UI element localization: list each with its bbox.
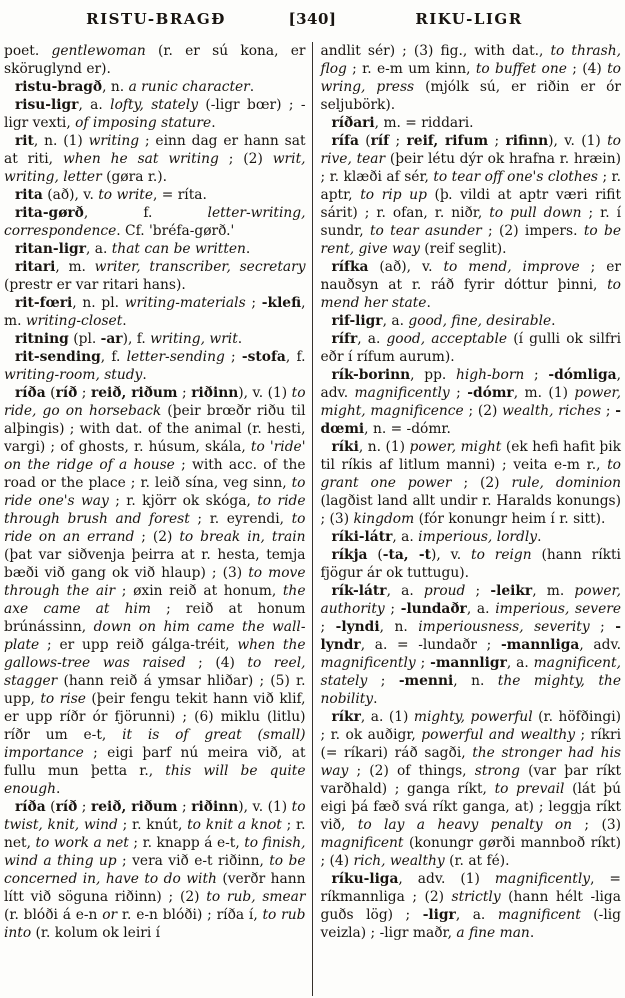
gloss: magnificent — [497, 907, 581, 923]
headword: ríkja — [331, 547, 368, 563]
dictionary-entry — [321, 870, 622, 942]
headword: -lyndi — [335, 619, 380, 635]
gloss: a runic character — [128, 79, 250, 95]
dictionary-entry — [4, 294, 306, 330]
gloss: magnificently — [320, 655, 416, 671]
text-run: (að), v. — [42, 187, 99, 203]
dictionary-entry — [4, 348, 306, 384]
headword: -stofa — [241, 349, 286, 365]
text-run: ( — [358, 133, 371, 149]
headword: reif, rifum — [406, 133, 489, 149]
text-run: andlit sér) ; (3) fig., with dat., — [320, 43, 551, 59]
running-head — [0, 0, 625, 40]
gloss: to break in, train — [179, 529, 306, 545]
text-run: , n. = -dómr. — [364, 421, 451, 437]
text-run: , f. — [285, 349, 306, 365]
text-run: (fór konungr heim í r. sitt). — [414, 511, 606, 527]
gloss: good, fine, desirable — [408, 313, 552, 329]
text-run: , f. — [83, 205, 208, 221]
dictionary-entry — [321, 258, 622, 312]
headword: -klefi — [261, 295, 302, 311]
gloss: to wring, press — [320, 61, 621, 95]
gloss: to rive, tear — [320, 133, 621, 167]
text-run: ; vera við e-t riðinn, — [116, 853, 270, 869]
text-run: ; — [245, 295, 262, 311]
headword: ríð — [55, 385, 78, 401]
dictionary-entry — [4, 240, 306, 258]
text-run: (r. kolum ok leiri í — [31, 925, 161, 941]
text-run: . — [529, 925, 535, 941]
headword: -dœmi — [320, 403, 621, 437]
headword: -ligr — [422, 907, 456, 923]
gloss: it is of great (small) importance — [4, 727, 306, 761]
text-run: ), v. (1) — [238, 385, 292, 401]
text-run: ; — [524, 367, 549, 383]
headword: -ar — [100, 331, 123, 347]
headword: rit-fœri — [15, 295, 73, 311]
text-run: , a. — [455, 907, 498, 923]
right-column — [313, 42, 622, 996]
dictionary-entry — [321, 114, 622, 132]
text-run: ), v. (1) — [548, 133, 608, 149]
headword: rita — [15, 187, 43, 203]
dictionary-entry — [4, 96, 306, 132]
headword: -lundaðr — [400, 601, 467, 617]
gloss: this will be quite enough — [4, 763, 306, 797]
text-run: , a. — [357, 331, 387, 347]
dictionary-entry — [4, 258, 306, 294]
text-run: (reif seglit). — [419, 241, 507, 257]
text-run: , n. (1) — [33, 133, 89, 149]
text-run: , a. (1) — [360, 709, 414, 725]
text-run: ), f. — [122, 331, 151, 347]
gloss: to 'ride' on the ridge of a house — [4, 439, 306, 473]
gloss: powerful and wealthy — [421, 727, 576, 743]
header-right-keyword: RIKU-LIGR — [415, 10, 523, 28]
entry-continuation — [321, 42, 622, 114]
gloss: to prevail — [494, 781, 565, 797]
text-run: (prestr er var ritari hans). — [4, 277, 186, 293]
text-run: (þeir brœðr riðu til alþingis) ; with dat. of the animal (r. hesti, vargi) ; of ghosts, r. húsum, skála, — [4, 403, 306, 455]
gloss: to buffet one — [475, 61, 567, 77]
text-run: , a. — [506, 655, 534, 671]
text-run: (verðr hann lítt við söguna riðinn) ; (2) — [4, 871, 306, 905]
gloss: writing — [88, 133, 140, 149]
gloss: proud — [423, 583, 466, 599]
text-run: (r. höfðingi) ; r. ok auðigr, — [320, 709, 621, 743]
headword: ríð — [55, 799, 78, 815]
text-run: ; r. kjörr ok skóga, — [108, 493, 258, 509]
gloss: the mighty, the nobility — [320, 673, 621, 707]
gloss: to finish, wind a thing up — [4, 835, 306, 869]
gloss: to tear off one's clothes — [433, 169, 598, 185]
gloss: to work a net — [35, 835, 129, 851]
text-run: ; r. í sundr, — [320, 205, 621, 239]
text-run: , n. pl. — [72, 295, 125, 311]
gloss: writ, writing, letter — [4, 151, 306, 185]
text-run: ; — [177, 385, 192, 401]
headword: -mannliga — [500, 637, 580, 653]
gloss: to rip up — [360, 187, 427, 203]
headword: riðinn — [191, 799, 239, 815]
dictionary-entry — [321, 546, 622, 582]
dictionary-entry — [4, 798, 306, 942]
gloss: to move through the air — [4, 565, 306, 599]
gloss: when the gallows-tree was raised — [4, 637, 306, 671]
gloss: writing, writ — [150, 331, 238, 347]
headword: ríða — [15, 799, 46, 815]
text-run: (mjólk sú, er riðin er ór seljubörk). — [320, 79, 621, 113]
text-run: ; r. knapp á e-t, — [128, 835, 245, 851]
text-run: , a. — [78, 97, 111, 113]
gloss: wealth, riches — [502, 403, 602, 419]
headword: ristu-bragð — [15, 79, 103, 95]
headword: rífka — [331, 259, 369, 275]
gloss: to write — [98, 187, 153, 203]
headword: reið, riðum — [90, 385, 178, 401]
text-run: , n. (1) — [358, 439, 410, 455]
text-run: . — [373, 691, 378, 707]
gloss: to mend, improve — [443, 259, 580, 275]
text-run: , a. — [392, 529, 419, 545]
gloss: power, might, magnificence — [320, 385, 621, 419]
gloss: to mend her state — [320, 277, 621, 311]
gloss: to knit a knot — [187, 817, 282, 833]
text-run: (r. at fé). — [444, 853, 510, 869]
headword: reið, riðum — [90, 799, 178, 815]
text-run: , a. = -lundaðr ; — [360, 637, 501, 653]
text-run: (hann ríkti fjögur ár ok tuttugu). — [320, 547, 621, 581]
gloss: to rise — [40, 691, 86, 707]
gloss: to ride, go on horseback — [4, 385, 306, 419]
text-run: , a. — [466, 601, 496, 617]
text-run: (var þar ríkt varðhald) ; ganga ríkt, — [320, 763, 621, 797]
text-run: ; — [449, 385, 468, 401]
text-run: , a. — [85, 241, 112, 257]
text-run: (r. er sú kona, er sköruglynd er). — [4, 43, 306, 77]
text-run: (hann hélt -liga guðs lög) ; — [320, 889, 621, 923]
text-run: ; — [601, 403, 616, 419]
headword: rit — [15, 133, 34, 149]
gloss: to twist, knit, wind — [4, 799, 306, 833]
gloss: of imposing stature — [75, 115, 212, 131]
text-run: (lát þú eigi þá fæð svá ríkt ganga, at) ; leggja ríkt við, — [320, 781, 621, 833]
gloss: letter-writing, correspondence — [4, 205, 306, 239]
headword: ríki — [331, 439, 359, 455]
text-run: , adv. (1) — [398, 871, 495, 887]
gloss: to rub, smear — [206, 889, 306, 905]
gloss: or — [102, 907, 118, 923]
headword: rifinn — [505, 133, 549, 149]
headword: ritari — [15, 259, 56, 275]
text-run: ; (2) — [463, 403, 503, 419]
dictionary-entry — [321, 132, 622, 258]
dictionary-entry — [4, 186, 306, 204]
gloss: the stronger had his way — [320, 745, 621, 779]
dictionary-entry — [321, 366, 622, 438]
text-run: (konungr gørði mannboð ríkt) ; (4) — [320, 835, 621, 869]
headword: -leikr — [490, 583, 533, 599]
gloss: down on him came the wall-plate — [4, 619, 306, 653]
gloss: imperious, severe — [495, 601, 621, 617]
text-run: , pp. — [410, 367, 456, 383]
text-run: , m. (1) — [513, 385, 575, 401]
dictionary-entry — [4, 204, 306, 240]
gloss: rule, dominion — [511, 475, 621, 491]
text-run: . — [551, 313, 556, 329]
gloss: gentlewoman — [51, 43, 146, 59]
text-run: ; (4) — [185, 655, 248, 671]
dictionary-entry — [4, 132, 306, 186]
text-run: poet. — [4, 43, 52, 59]
text-run: (lagðist land allt undir r. Haralds konungs) ; (3) — [320, 493, 621, 527]
gloss: that can be written — [111, 241, 246, 257]
headword: -menni — [398, 673, 454, 689]
text-run: , m. — [4, 295, 306, 329]
gloss: to ride one's way — [4, 475, 306, 509]
text-columns — [0, 40, 625, 996]
text-run: (-lig veizla) ; -ligr maðr, — [320, 907, 621, 941]
text-run: ; er nauðsyn at r. ráð fyrir dóttur þinni, — [320, 259, 621, 293]
gloss: lofty, stately — [110, 97, 198, 113]
text-run: , a. — [386, 583, 424, 599]
text-run: , m. = riddari. — [374, 115, 474, 131]
gloss: to thrash, flog — [320, 43, 621, 77]
text-run: . — [55, 781, 61, 797]
headword: -dómr — [467, 385, 514, 401]
text-run: ), v. (1) — [238, 799, 292, 815]
headword: rík-látr — [331, 583, 387, 599]
text-run: r. e-n blóði) ; ríða í, — [117, 907, 263, 923]
headword: ríða — [15, 385, 46, 401]
dictionary-entry — [321, 582, 622, 708]
gloss: rich, wealthy — [353, 853, 445, 869]
headword: ritning — [15, 331, 69, 347]
text-run: ; — [589, 619, 616, 635]
dictionary-entry — [321, 528, 622, 546]
text-run: ; — [320, 619, 336, 635]
gloss: magnificent, stately — [320, 655, 621, 689]
dictionary-entry — [321, 708, 622, 870]
text-run: , m. — [55, 259, 95, 275]
gloss: imperious, lordly — [418, 529, 538, 545]
gloss: imperiousness, severity — [418, 619, 590, 635]
text-run: ; — [465, 583, 491, 599]
headword: ríðari — [331, 115, 375, 131]
text-run: , n. — [379, 619, 419, 635]
entry-continuation — [4, 42, 306, 78]
text-run: ; (2) — [451, 475, 512, 491]
text-run: (-ligr bœr) ; -ligr vexti, — [4, 97, 306, 131]
gloss: to grant one power — [320, 457, 621, 491]
text-run: (r. blóði á e-n — [4, 907, 103, 923]
headword: rífa — [331, 133, 359, 149]
text-run: ( — [45, 799, 56, 815]
gloss: to tear asunder — [369, 223, 482, 239]
text-run: (gøra r.). — [101, 169, 168, 185]
text-run: , adv. — [579, 637, 621, 653]
text-run: , n. — [453, 673, 498, 689]
text-run: . — [237, 331, 243, 347]
text-run: ; with acc. of the road or the place ; r. leið sína, veg sinn, — [4, 457, 306, 491]
text-run: (í gulli ok silfri eðr í rífum aurum). — [320, 331, 621, 365]
headword: ríku-liga — [331, 871, 399, 887]
gloss: good, acceptable — [386, 331, 508, 347]
text-run: ; (2) impers. — [481, 223, 584, 239]
text-run: (þat var siðvenja þeirra at r. hesta, temja bæði við gang ok við hlaup) ; (3) — [4, 547, 306, 581]
text-run: ; — [488, 133, 506, 149]
text-run: . — [122, 313, 127, 329]
dictionary-entry — [321, 330, 622, 366]
text-run: . — [211, 115, 216, 131]
gloss: writing-materials — [124, 295, 246, 311]
text-run: (ek hefi hafit þik til ríkis af litlum manni) ; veita e-m r., — [320, 439, 621, 473]
gloss: power, authority — [320, 583, 621, 617]
text-run: ; r. aptr, — [320, 169, 622, 203]
text-run: (pl. — [68, 331, 101, 347]
text-run: (þ. vildi at aptr væri rifit sárit) ; r. ofan, r. niðr, — [320, 187, 621, 221]
text-run: , a. — [382, 313, 409, 329]
text-run: . — [249, 79, 255, 95]
headword: -dómliga — [548, 367, 617, 383]
text-run: , = ríta. — [152, 187, 207, 203]
gloss: kingdom — [353, 511, 415, 527]
text-run: ; (2) — [218, 151, 273, 167]
text-run: , m. — [532, 583, 575, 599]
text-run: ; (2) of things, — [348, 763, 475, 779]
text-run: ; r. eyrendi, — [189, 511, 292, 527]
gloss: when he sat writing — [62, 151, 219, 167]
headword: -ta, -t — [382, 547, 431, 563]
text-run: , n. — [102, 79, 129, 95]
headword: ríkr — [331, 709, 361, 725]
text-run: ; r. net, — [4, 817, 306, 851]
text-run: ), v. — [431, 547, 472, 563]
gloss: to be concerned in, have to do with — [4, 853, 306, 887]
text-run: ; r. knút, — [117, 817, 188, 833]
text-run: ; (2) — [134, 529, 180, 545]
text-run: ; ríkri (= ríkari) ráð sagði, — [320, 727, 622, 761]
gloss: magnificent — [320, 835, 404, 851]
gloss: to lay a heavy penalty on — [357, 817, 573, 833]
headword: riðinn — [191, 385, 239, 401]
text-run: ( — [367, 547, 383, 563]
headword: risu-ligr — [15, 97, 79, 113]
headword: ritan-ligr — [15, 241, 86, 257]
text-run: ; — [177, 799, 192, 815]
gloss: strictly — [451, 889, 501, 905]
gloss: writing-closet — [25, 313, 123, 329]
gloss: to be rent, give way — [320, 223, 621, 257]
gloss: mighty, powerful — [413, 709, 533, 725]
headword: -mannligr — [430, 655, 507, 671]
gloss: a fine man — [456, 925, 530, 941]
headword: rit-sending — [15, 349, 101, 365]
text-run: ; — [367, 673, 399, 689]
text-run: . — [426, 295, 431, 311]
text-run: ; — [389, 133, 407, 149]
gloss: letter-sending — [126, 349, 225, 365]
text-run: ; — [384, 601, 401, 617]
header-left-keyword: RISTU-BRAGÐ — [86, 10, 226, 28]
text-run: . — [245, 241, 251, 257]
text-run: ; — [77, 385, 91, 401]
gloss: strong — [474, 763, 520, 779]
gloss: to reel, stagger — [4, 655, 306, 689]
left-column — [4, 42, 313, 996]
text-run: ; (3) — [572, 817, 621, 833]
text-run: ; reið at honum brúnássinn, — [4, 601, 306, 635]
text-run: ; — [224, 349, 242, 365]
text-run: . — [537, 529, 542, 545]
headword: rík-borinn — [331, 367, 411, 383]
text-run: (hann reið á ymsar hliðar) ; (5) r. upp, — [4, 673, 306, 707]
headword: rita-gørð — [15, 205, 84, 221]
gloss: to ride on an errand — [4, 511, 306, 545]
headword: rif-ligr — [331, 313, 383, 329]
text-run: ; — [77, 799, 91, 815]
gloss: to reign — [471, 547, 532, 563]
dictionary-entry — [4, 78, 306, 96]
gloss: magnificently — [354, 385, 450, 401]
gloss: writing-room, study — [4, 367, 143, 383]
text-run: (þeir létu dýr ok hrafna r. hræin) ; r. klæði af sér, — [320, 151, 621, 185]
text-run: ; — [415, 655, 431, 671]
text-run: (að), v. — [368, 259, 444, 275]
dictionary-entry — [4, 330, 306, 348]
dictionary-entry — [4, 384, 306, 798]
gloss: to pull down — [489, 205, 582, 221]
gloss: magnificently — [494, 871, 591, 887]
headword: -lyndr — [320, 619, 622, 653]
dictionary-entry — [321, 438, 622, 528]
text-run: . — [142, 367, 147, 383]
text-run: ( — [45, 385, 56, 401]
gloss: writer, transcriber, secretary — [94, 259, 306, 275]
gloss: to rub into — [4, 907, 306, 941]
text-run: , adv. — [320, 367, 621, 401]
text-run: , f. — [100, 349, 127, 365]
headword: ríki-látr — [331, 529, 393, 545]
text-run: ; er upp reið gálga-tréit, — [39, 637, 238, 653]
gloss: the axe came at him — [4, 583, 306, 617]
gloss: to ride through brush and forest — [4, 493, 306, 527]
page-number: [340] — [288, 10, 337, 28]
text-run: ; (4) — [566, 61, 608, 77]
text-run: (þeir fengu tekit hann við klif, er upp ríðr ór fjörunni) ; (6) miklu (litlu) ríðr um e-t, — [4, 691, 306, 743]
text-run: ; r. e-m um kinn, — [346, 61, 476, 77]
headword: rífr — [331, 331, 358, 347]
text-run: , = ríkmannliga ; (2) — [320, 871, 621, 905]
text-run: . Cf. 'bréfa-gørð.' — [116, 223, 235, 239]
dictionary-entry — [321, 312, 622, 330]
text-run: ; eigi þarf nú meira við, at fullu mun þetta r., — [4, 745, 306, 779]
gloss: power, might — [409, 439, 502, 455]
text-run: ; einn dag er hann sat at riti, — [4, 133, 306, 167]
headword: ríf — [370, 133, 390, 149]
text-run: ; øxin reið at honum, — [115, 583, 283, 599]
gloss: high-born — [456, 367, 525, 383]
